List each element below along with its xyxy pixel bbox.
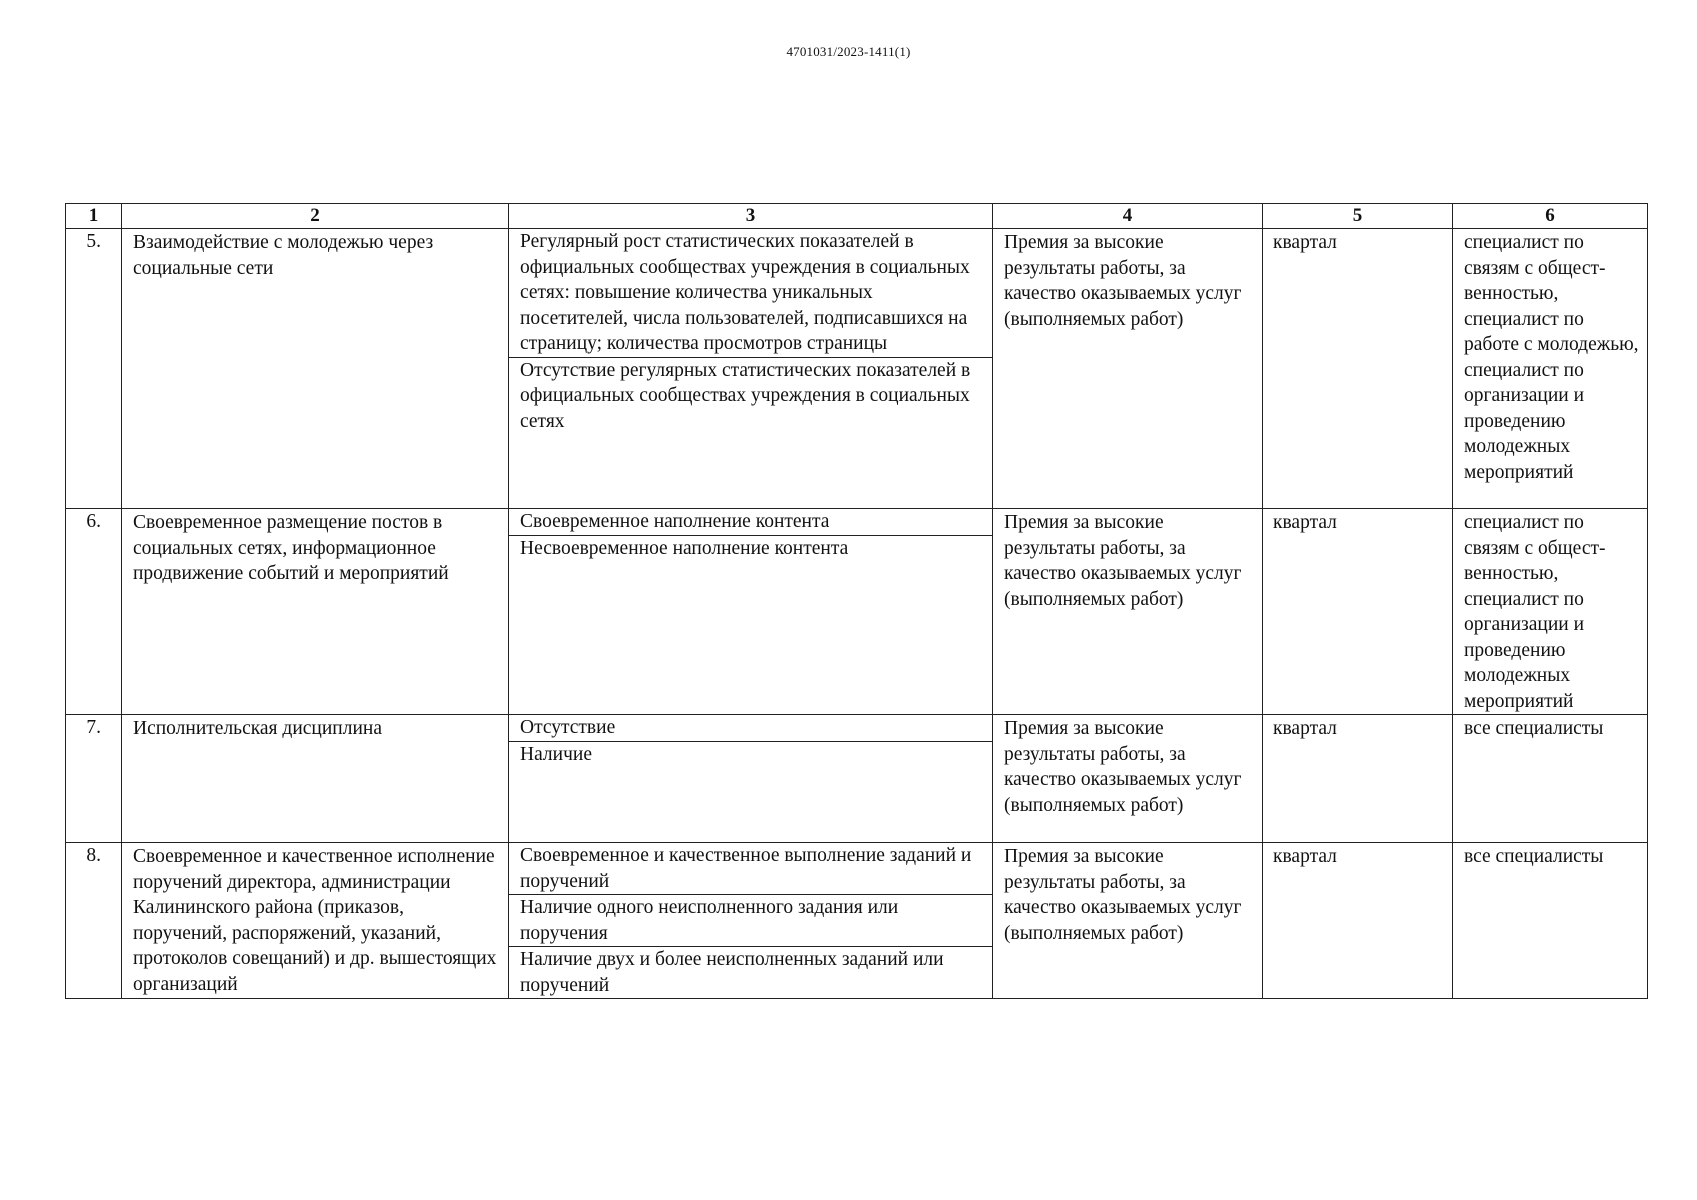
- conditions-cell: [509, 509, 993, 715]
- column-header-5: 5: [1263, 204, 1453, 229]
- criteria-table: [65, 203, 1648, 999]
- conditions-cell: [509, 229, 993, 509]
- criterion-cell: Своевременное размещение постов в социальных сетях, информационное продвижение событий и мероприятий: [122, 509, 509, 715]
- condition-item: Отсутствие регулярных статистических показателей в официальных сообществах учреждения в социальных сетях: [520, 359, 971, 432]
- condition-item: Регулярный рост статистических показателей в официальных сообществах учреждения в социальных сетях: повышение количества уникальных посетителей, числа пользователей, подписавшихся на страницу; количества просмотров страницы: [509, 229, 992, 358]
- reward-cell: Премия за высокие результаты работы, за качество оказываемых услуг (выполняемых работ): [993, 715, 1263, 843]
- document-number: 4701031/2023-1411(1): [786, 44, 911, 59]
- period-cell: квартал: [1263, 843, 1453, 999]
- table-row: [66, 229, 1648, 509]
- conditions-cell: [509, 843, 993, 999]
- row-number: 5.: [66, 229, 122, 509]
- condition-item: Наличие двух и более неисполненных заданий или поручений: [520, 949, 944, 996]
- responsible-cell: специалист по связям с общест-венностью, специалист по организации и проведению молодежных мероприятий: [1453, 509, 1648, 715]
- reward-cell: Премия за высокие результаты работы, за качество оказываемых услуг (выполняемых работ): [993, 229, 1263, 509]
- column-header-3: 3: [509, 204, 993, 229]
- column-number-row: [66, 204, 1648, 229]
- condition-item: Своевременное наполнение контента: [509, 509, 992, 536]
- criterion-cell: Взаимодействие с молодежью через социальные сети: [122, 229, 509, 509]
- responsible-cell: все специалисты: [1453, 843, 1648, 999]
- conditions-cell: [509, 715, 993, 843]
- column-header-2: 2: [122, 204, 509, 229]
- column-header-1: 1: [66, 204, 122, 229]
- table-row: [66, 843, 1648, 999]
- reward-cell: Премия за высокие результаты работы, за качество оказываемых услуг (выполняемых работ): [993, 509, 1263, 715]
- table-row: [66, 509, 1648, 715]
- row-number: 8.: [66, 843, 122, 999]
- reward-cell: Премия за высокие результаты работы, за качество оказываемых услуг (выполняемых работ): [993, 843, 1263, 999]
- condition-item: Отсутствие: [509, 715, 992, 742]
- period-cell: квартал: [1263, 715, 1453, 843]
- condition-item: Наличие одного неисполненного задания или поручения: [509, 895, 992, 947]
- table-row: [66, 715, 1648, 843]
- condition-item: Наличие: [520, 743, 592, 765]
- responsible-cell: все специалисты: [1453, 715, 1648, 843]
- condition-item: Своевременное и качественное выполнение заданий и поручений: [509, 843, 992, 895]
- column-header-6: 6: [1453, 204, 1648, 229]
- period-cell: квартал: [1263, 229, 1453, 509]
- responsible-cell: специалист по связям с общест-венностью, специалист по работе с молодежью, специалист по организации и проведению молодежных мероприятий: [1453, 229, 1648, 509]
- period-cell: квартал: [1263, 509, 1453, 715]
- row-number: 7.: [66, 715, 122, 843]
- row-number: 6.: [66, 509, 122, 715]
- criterion-cell: Своевременное и качественное исполнение поручений директора, администрации Калининского района (приказов, поручений, распоряжений, указаний, протоколов совещаний) и др. вышестоящих организаций: [122, 843, 509, 999]
- criterion-cell: Исполнительская дисциплина: [122, 715, 509, 843]
- column-header-4: 4: [993, 204, 1263, 229]
- condition-item: Несвоевременное наполнение контента: [520, 537, 849, 559]
